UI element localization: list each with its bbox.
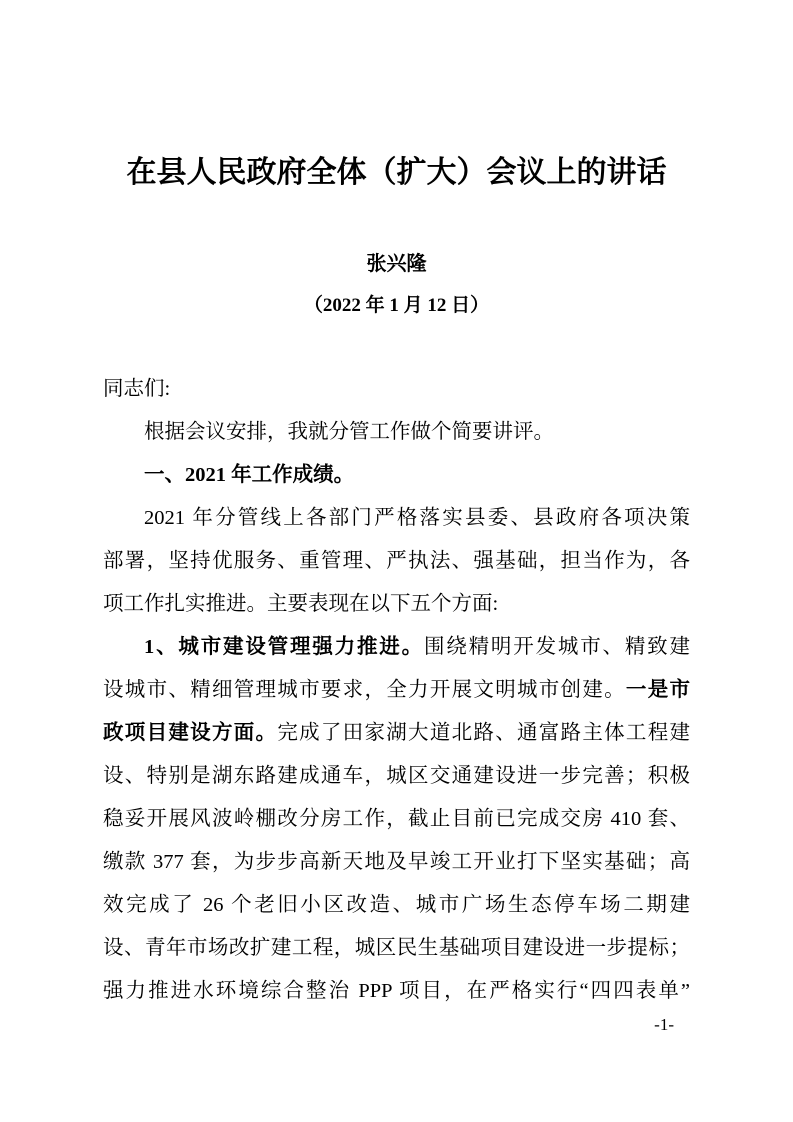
document-title: 在县人民政府全体（扩大）会议上的讲话 [126,156,667,189]
body-line [103,540,690,583]
body-text: 根据会议安排，我就分管工作做个简要讲评。 [144,421,554,443]
body-text: 2021 年分管线上各部门严格落实县委、县政府各项决策 [144,507,690,529]
body-text: 部署，坚持优服务、重管理、严执法、强基础，担当作为，各 [103,550,690,572]
document-body [103,368,690,1013]
document-date: （2022 年 1 月 12 日） [303,295,490,316]
body-text: 效完成了 26 个老旧小区改造、城市广场生态停车场二期建 [103,894,690,916]
body-line [103,669,690,712]
body-line [103,626,690,669]
author-name: 张兴隆 [366,253,427,275]
body-line [103,798,690,841]
body-line [103,884,690,927]
body-bold-text: 一是市 [625,679,690,701]
body-text: 强力推进水环境综合整治 PPP 项目，在严格实行“四四表单” [103,980,690,1002]
body-text: 缴款 377 套，为步步高新天地及早竣工开业打下坚实基础；高 [103,851,690,873]
body-line [103,497,690,540]
body-text: 完成了田家湖大道北路、通富路主体工程建 [277,722,690,744]
body-line [103,368,690,411]
body-line [103,927,690,970]
body-line [103,755,690,798]
body-text: 设城市、精细管理城市要求，全力开展文明城市创建。 [103,679,626,701]
body-line [103,712,690,755]
body-bold-text: 一、2021 年工作成绩。 [144,464,355,486]
body-text: 稳妥开展风波岭棚改分房工作，截止目前已完成交房 410 套、 [103,808,690,830]
body-line [103,454,690,497]
body-text: 项工作扎实推进。主要表现在以下五个方面: [103,593,499,615]
body-line [103,970,690,1013]
body-line [103,411,690,454]
body-line [103,841,690,884]
page-number: -1- [654,1015,674,1034]
body-text: 同志们: [103,378,171,400]
body-bold-text: 政项目建设方面。 [103,722,278,744]
body-text: 设、青年市场改扩建工程，城区民生基础项目建设进一步提标； [103,937,690,959]
body-bold-text: 1、城市建设管理强力推进。 [144,636,424,658]
body-line [103,583,690,626]
body-text: 设、特别是湖东路建成通车，城区交通建设进一步完善；积极 [103,765,690,787]
body-text: 围绕精明开发城市、精致建 [423,636,690,658]
